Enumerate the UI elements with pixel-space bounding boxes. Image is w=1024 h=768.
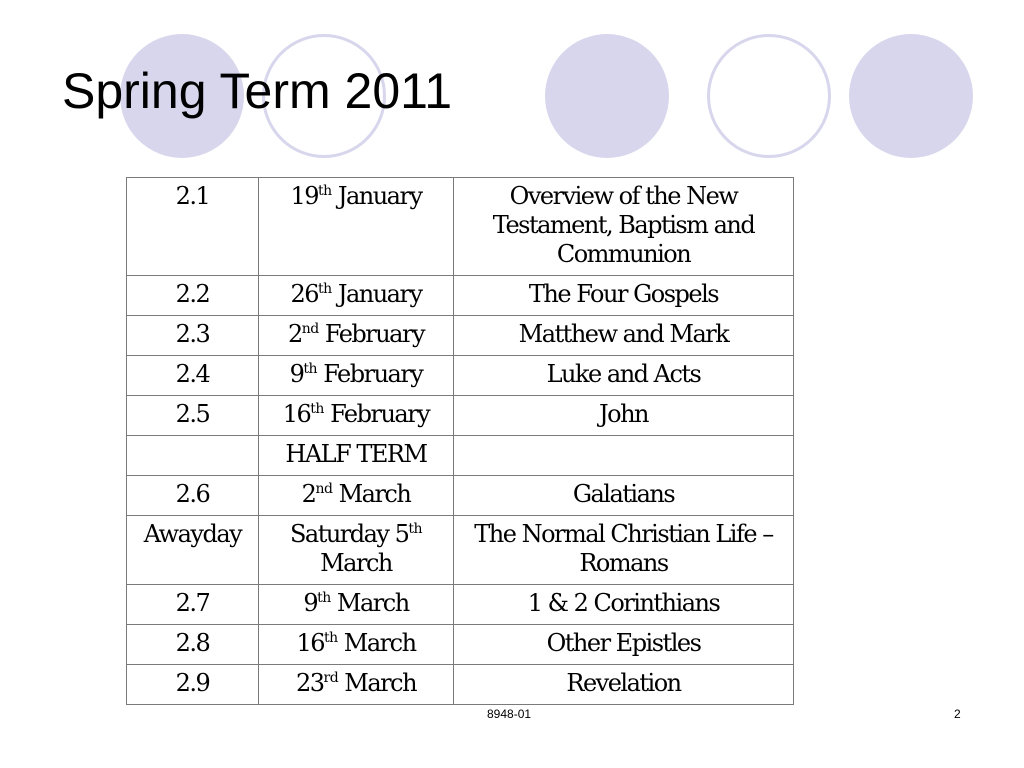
- date-number: 23: [295, 669, 324, 697]
- topic-cell: The Four Gospels: [454, 276, 794, 316]
- date-ordinal: th: [317, 590, 331, 606]
- session-cell: Awayday: [127, 516, 259, 585]
- topic-cell: Matthew and Mark: [454, 316, 794, 356]
- decorative-circle: [707, 34, 831, 158]
- date-cell: [259, 356, 454, 396]
- date-number: 9: [289, 360, 304, 388]
- session-cell: 2.3: [127, 316, 259, 356]
- date-ordinal: th: [303, 361, 318, 377]
- date-cell: [259, 625, 454, 665]
- date-cell: [259, 178, 454, 276]
- topic-cell: Overview of the New Testament, Baptism and Communion: [454, 178, 794, 276]
- slide-title: Spring Term 2011: [62, 63, 453, 119]
- table-row: [127, 436, 794, 476]
- decorative-circle: [545, 34, 669, 158]
- date-month: March: [338, 669, 417, 697]
- footer-code: 8948-01: [487, 707, 532, 721]
- date-number: HALF TERM: [285, 440, 427, 468]
- session-cell: 2.8: [127, 625, 259, 665]
- topic-cell: Other Epistles: [454, 625, 794, 665]
- schedule-table: [126, 177, 794, 705]
- date-month: March: [337, 629, 416, 657]
- session-cell: [127, 436, 259, 476]
- page-number: 2: [954, 707, 961, 721]
- date-ordinal: th: [408, 521, 423, 537]
- date-number: 2: [287, 320, 302, 348]
- date-ordinal: nd: [315, 481, 333, 497]
- session-cell: 2.4: [127, 356, 259, 396]
- table-row: [127, 178, 794, 276]
- table-row: [127, 316, 794, 356]
- date-number: 26: [290, 280, 319, 308]
- date-month: February: [318, 320, 425, 348]
- date-month: March: [332, 480, 411, 508]
- date-number: 19: [290, 182, 319, 210]
- date-cell: [259, 436, 454, 476]
- session-cell: 2.1: [127, 178, 259, 276]
- table-row: [127, 356, 794, 396]
- session-cell: 2.5: [127, 396, 259, 436]
- date-month: January: [331, 280, 422, 308]
- date-cell: [259, 516, 454, 585]
- date-number: Saturday 5: [289, 520, 409, 548]
- date-number: 16: [296, 629, 324, 657]
- date-cell: [259, 665, 454, 705]
- date-number: 16: [282, 400, 311, 428]
- date-cell: [259, 276, 454, 316]
- topic-cell: Revelation: [454, 665, 794, 705]
- date-ordinal: th: [310, 401, 324, 417]
- table-row: [127, 665, 794, 705]
- date-ordinal: th: [318, 281, 332, 297]
- topic-cell: John: [454, 396, 794, 436]
- date-ordinal: th: [318, 183, 332, 199]
- date-ordinal: rd: [323, 670, 339, 686]
- date-number: 2: [301, 480, 316, 508]
- table-row: [127, 625, 794, 665]
- decorative-circle: [849, 34, 973, 158]
- table-row: [127, 276, 794, 316]
- date-number: 9: [303, 589, 318, 617]
- topic-cell: 1 & 2 Corinthians: [454, 585, 794, 625]
- topic-cell: Galatians: [454, 476, 794, 516]
- date-cell: [259, 396, 454, 436]
- date-ordinal: th: [324, 630, 338, 646]
- topic-cell: [454, 436, 794, 476]
- session-cell: 2.6: [127, 476, 259, 516]
- table-row: [127, 396, 794, 436]
- date-month: March: [320, 549, 392, 577]
- topic-cell: The Normal Christian Life – Romans: [454, 516, 794, 585]
- session-cell: 2.2: [127, 276, 259, 316]
- date-month: March: [330, 589, 409, 617]
- date-month: February: [317, 360, 423, 388]
- date-cell: [259, 316, 454, 356]
- table-row: [127, 476, 794, 516]
- table-row: [127, 516, 794, 585]
- session-cell: 2.7: [127, 585, 259, 625]
- date-cell: [259, 585, 454, 625]
- date-month: February: [323, 400, 430, 428]
- table-row: [127, 585, 794, 625]
- topic-cell: Luke and Acts: [454, 356, 794, 396]
- session-cell: 2.9: [127, 665, 259, 705]
- date-cell: [259, 476, 454, 516]
- date-month: January: [331, 182, 422, 210]
- date-ordinal: nd: [301, 321, 319, 337]
